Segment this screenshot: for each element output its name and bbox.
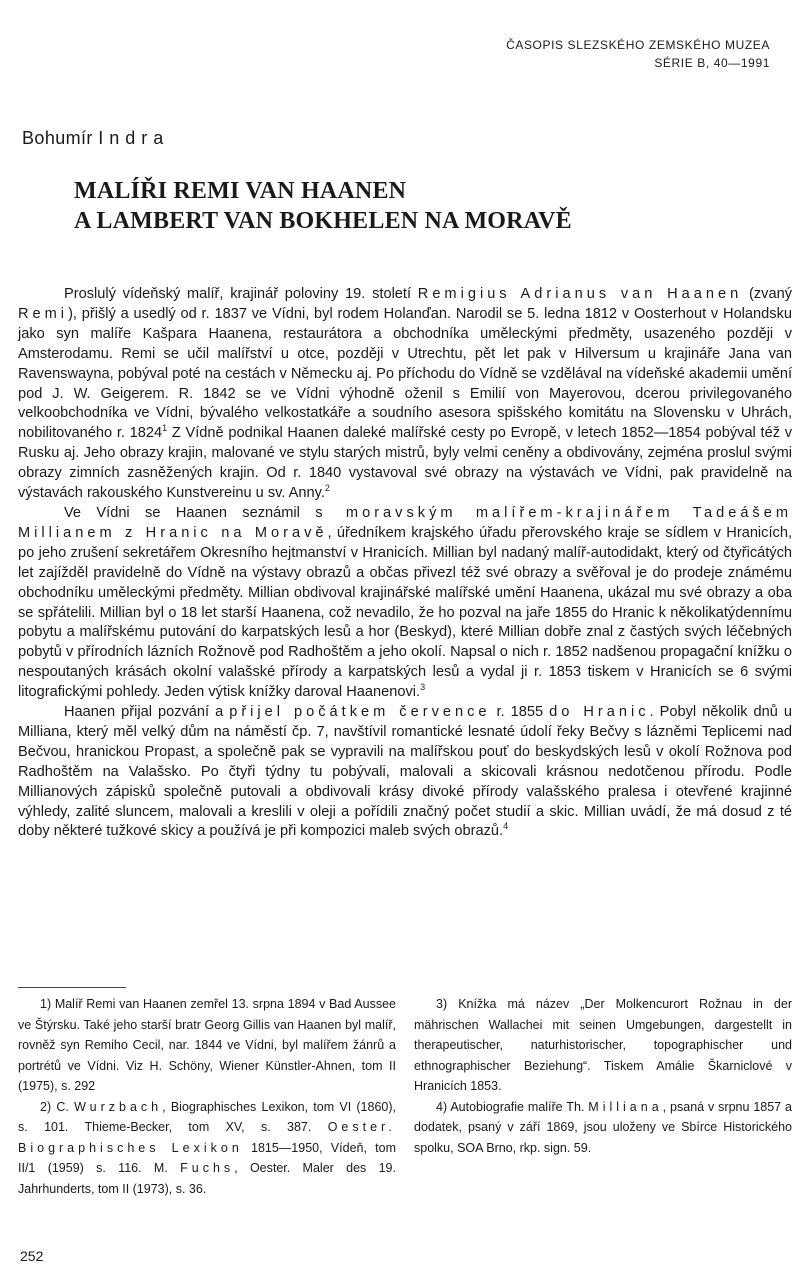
- footnote-text: , psaná v srpnu 1857 a dodatek, psaný v září 1869, jsou uloženy ve Sbírce Historického spolku, SOA Brno, rkp. sign. 59.: [414, 1099, 792, 1155]
- journal-name: ČASOPIS SLEZSKÉHO ZEMSKÉHO MUZEA: [506, 38, 770, 52]
- footnote-text: Autobiografie malíře Th.: [450, 1099, 589, 1114]
- spaced-name: Milliana: [588, 1099, 663, 1114]
- text-run: Haanen přijal pozvání a: [64, 704, 230, 721]
- text-run: (zvaný: [742, 286, 793, 302]
- footnote-4: [414, 1097, 792, 1159]
- footnote-text: , Oester. Maler des 19. Jahrhunderts, tom II (1973), s. 36.: [18, 1161, 396, 1196]
- text-run: Proslulý vídeňský malíř, krajinář poloviny 19. století: [64, 286, 418, 302]
- footnote-text: C.: [56, 1099, 75, 1114]
- footnote-divider: [18, 987, 126, 988]
- spaced-name: s moravským malířem-krajinářem Tadeášem Millianem z Hranic na Moravě: [18, 504, 793, 541]
- spaced-name: Remigius Adrianus van Haanen: [417, 286, 743, 302]
- spaced-name: do Hranic: [549, 704, 650, 721]
- footnote-3: [414, 994, 792, 1097]
- spaced-name: Fuchs: [180, 1161, 235, 1175]
- footnote-text: Knížka má název „Der Molkencurort Rožnau in der mährischen Wallachei mit seinen Umgebungen, dargestellt in therapeutischer, naturhistorischer, topographischer und ethnographischer Beziehung“. Tiskem Amálie Škarniclové v Hranicích 1853.: [414, 997, 792, 1093]
- text-run: r. 1855: [490, 704, 550, 721]
- paragraph-2: [18, 504, 792, 703]
- page-number: 252: [20, 1248, 44, 1264]
- text-run: ), přišlý a usedlý od r. 1837 ve Vídni, byl rodem Holanďan. Narodil se 5. ledna 1812 v Oosterhout v Holandsku jako syn malíře Kašpara Haanena, restaurátora a obchodníka uměleckými předměty, usazeného později v Amsterodamu. Remi se učil malířství u otce, později v Utrechtu, pět let pak v Hilversum u krajináře Jana van Ravenswayna, pobýval poté na cestách v Německu aj. Po příchodu do Vídně se vzdělával na vídeňské akademii umění pod J. W. Geigerem. R. 1842 se ve Vídni výhodně oženil s Emilií von Mayerovou, dcerou privilegovaného velkoobchodníka ve Vídni, bývalého velkostatkáře a soudního asesora spišského komitátu na Slovensku v Uhrách, nobilitovaného r. 1824: [18, 305, 792, 442]
- text-run: , úředníkem krajského úřadu přerovského kraje se sídlem v Hranicích, po jeho zrušení sekretářem Okresního hejtmanství v Hranicích. Millian byl nadaný malíř-autodidakt, který od čtyřicátých let zajížděl pravidelně do Vídně na výstavy obrazů a občas přivezl též své obrazy a svěřoval je do prodeje známému obchodníku uměleckými předměty. Millian obdivoval krajinářské malířské umění Haanena, ukázal mu své obrazy a oba se spřátelili. Millian byl o 18 let starší Haanena, což nevadilo, že ho pozval na jaře 1855 do Hranic k několikatýdennímu pobytu a malířskému putování do karpatských lesů a hor (Beskyd), které Millian dobře znal z častých svých léčebných pobytů v přírodních lázních Rožnově pod Radhoštěm a jeho okolí. Napsal o nich r. 1852 nadšenou propagační knížku o nespoutaných krásách okolní valašské přírody a karpatských lesů a vydal ji r. 1853 tiskem v Hranicích se 6 svými litografickými pohledy. Jeden výtisk knížky daroval Haanenovi.: [18, 524, 792, 701]
- footnote-2: [18, 1097, 396, 1200]
- footnotes-right-column: [414, 994, 792, 1158]
- title-line-2: A LAMBERT VAN BOKHELEN NA MORAVĚ: [74, 208, 572, 234]
- journal-series: SÉRIE B, 40—1991: [654, 56, 770, 70]
- title-line-1: MALÍŘI REMI VAN HAANEN: [74, 178, 407, 204]
- author-first-name: Bohumír: [22, 128, 93, 148]
- spaced-name: Wurzbach: [74, 1099, 163, 1114]
- footnote-ref: 3: [420, 682, 426, 693]
- footnote-number: 2): [40, 1099, 52, 1114]
- article-title: [74, 176, 572, 236]
- text-run: . Pobyl několik dnů u Milliana, který měl velký dům na náměstí čp. 7, navštívil romantické lesnaté údolí řeky Bečvy s lázněmi Teplicemi nad Bečvou, hranickou Propast, a společně pak se vypravili na malířskou pouť do beskydských lesů v okolí Rožnova pod Radhoštěm na Valašsko. Po čtyři týdny tu pobývali, malovali a skicovali krásnou nedotčenou přírodu. Podle Millianových zápisků společně putovali a obdivovali krásy divoké přírody valašského pralesa i otevřené krajinné výhledy, zalité sluncem, malovali a kreslili v oleji a pořídili značný počet studií a skic. Millian uvádí, že má dosud z té doby některé tužkové skicy a používá je při kompozici maleb svých obrazů.: [18, 704, 793, 840]
- article-author: [22, 128, 169, 149]
- footnote-ref: 1: [162, 423, 168, 434]
- text-run: Z Vídně podnikal Haanen daleké malířské cesty po Evropě, v letech 1852—1854 pobýval též v Rusku aj. Jeho obrazy krajin, malované ve stylu starých mistrů, byly velmi ceněny a obdivovány, zejména proslul svými obrazy zimních zasněžených krajin. Od r. 1840 vystavoval své obrazy na výstavách ve Vídni, pak pravidelně na výstavách rakouského Kunstvereinu u sv. Anny.: [18, 425, 793, 502]
- text-run: Ve Vídni se Haanen seznámil: [64, 504, 316, 521]
- spaced-name: přijel počátkem července: [229, 704, 491, 721]
- author-last-name: Indra: [98, 128, 170, 148]
- article-body: [18, 285, 792, 842]
- footnote-text: 1815—1950, Vídeň, tom II/1 (1959) s. 116. M.: [18, 1140, 397, 1175]
- spaced-name: Remi: [18, 305, 69, 322]
- footnote-number: 4): [436, 1099, 448, 1114]
- paragraph-3: [18, 703, 792, 842]
- paragraph-1: [18, 285, 792, 504]
- footnote-text: Malíř Remi van Haanen zemřel 13. srpna 1894 v Bad Aussee ve Štýrsku. Také jeho starší bratr Georg Gillis van Haanen byl malíř, rovněž syn Remiho Cecil, nar. 1844 ve Vídni, byl malířem žánrů a portrétů ve Vídni. Viz H. Schöny, Wiener Künstler-Ahnen, tom II (1975), s. 292: [18, 997, 396, 1093]
- footnote-number: 3): [436, 997, 448, 1011]
- spaced-name: Oester. Biographisches Lexikon: [18, 1120, 396, 1155]
- footnote-number: 1): [40, 997, 52, 1011]
- footnote-text: , Biographisches Lexikon, tom VI (1860), s. 101. Thieme-Becker, tom XV, s. 387.: [18, 1099, 396, 1134]
- footnote-ref: 4: [503, 821, 509, 832]
- footnotes-left-column: [18, 994, 396, 1199]
- footnote-ref: 2: [324, 483, 330, 494]
- journal-header: [506, 36, 770, 72]
- footnote-1: [18, 994, 396, 1097]
